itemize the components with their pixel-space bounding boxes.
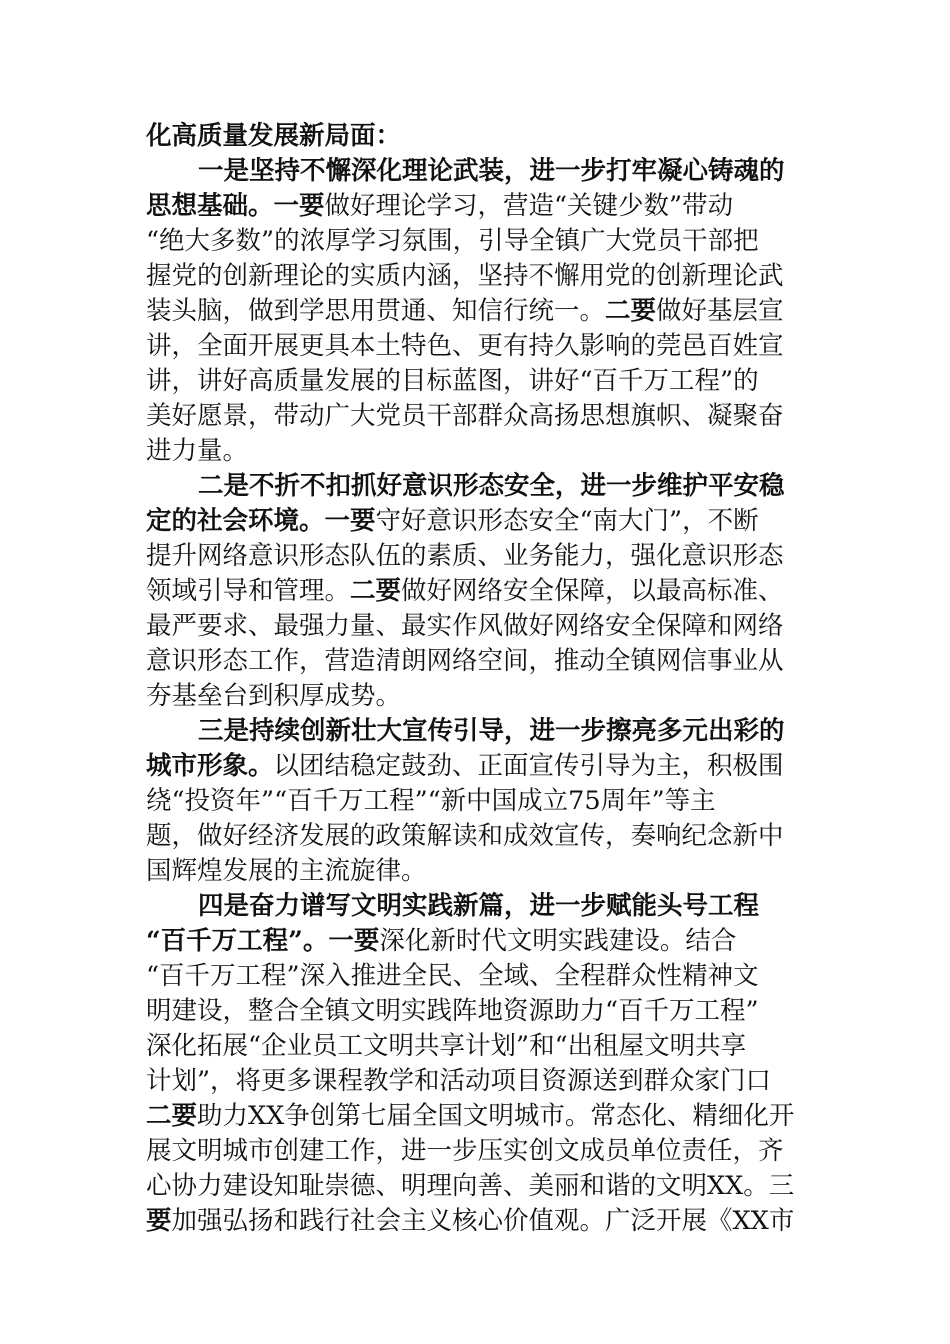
- text-run: 讲，全面开展更具本土特色、更有持久影响的莞邑百姓宣: [146, 331, 784, 361]
- bold-text-run: 一是坚持不懈深化理论武装，进一步打牢凝心铸魂的: [198, 156, 785, 186]
- text-line: [146, 294, 806, 329]
- text-run: 以团结稳定鼓劲、正面宣传引导为主，积极围: [273, 751, 784, 781]
- text-line: [146, 224, 806, 259]
- text-line: [146, 959, 806, 994]
- text-line: [146, 574, 806, 609]
- text-run: “绝大多数”的浓厚学习氛围，引导全镇广大党员干部把: [146, 226, 759, 256]
- text-run: 进力量。: [146, 436, 249, 466]
- text-run: 国辉煌发展的主流旋律。: [146, 856, 427, 886]
- text-run: 做好理论学习，营造“关键少数”带动: [324, 191, 734, 221]
- text-run: 守好意识形态安全“南大门”，不断: [375, 506, 759, 536]
- text-run: “百千万工程”深入推进全民、全域、全程群众性精神文: [146, 961, 759, 991]
- text-line: [146, 119, 806, 154]
- text-line: [146, 469, 806, 504]
- text-run: 题，做好经济发展的政策解读和成效宣传，奏响纪念新中: [146, 821, 784, 851]
- text-line: [146, 679, 806, 714]
- text-line: [146, 714, 806, 749]
- text-run: 美好愿景，带动广大党员干部群众高扬思想旗帜、凝聚奋: [146, 401, 784, 431]
- text-line: [146, 609, 806, 644]
- bold-text-run: 定的社会环境。一要: [146, 506, 376, 536]
- bold-text-run: 三是持续创新壮大宣传引导，进一步擦亮多元出彩的: [198, 716, 785, 746]
- bold-text-run: 思想基础。一要: [146, 191, 325, 221]
- text-run: 装头脑，做到学思用贯通、知信行统一。: [146, 296, 606, 326]
- text-run: 讲，讲好高质量发展的目标蓝图，讲好“百千万工程”的: [146, 366, 759, 396]
- text-line: [146, 434, 806, 469]
- text-line: [146, 819, 806, 854]
- bold-text-run: 二要: [146, 1101, 198, 1131]
- text-run: 夯基垒台到积厚成势。: [146, 681, 402, 711]
- text-run: 助力XX争创第七届全国文明城市。常态化、精细化开: [197, 1101, 795, 1131]
- text-line: [146, 154, 806, 189]
- text-line: [146, 259, 806, 294]
- text-line: [146, 1064, 806, 1099]
- bold-text-run: 二是不折不扣抓好意识形态安全，进一步维护平安稳: [198, 471, 785, 501]
- text-run: 绕“投资年”“百千万工程”“新中国成立75周年”等主: [146, 786, 716, 816]
- bold-text-run: 二要: [350, 576, 402, 606]
- text-run: 明建设，整合全镇文明实践阵地资源助力“百千万工程”: [146, 996, 759, 1026]
- text-run: 提升网络意识形态队伍的素质、业务能力，强化意识形态: [146, 541, 784, 571]
- text-line: [146, 504, 806, 539]
- text-run: 意识形态工作，营造清朗网络空间，推动全镇网信事业从: [146, 646, 784, 676]
- text-line: [146, 924, 806, 959]
- text-run: 深化拓展“企业员工文明共享计划”和“出租屋文明共享: [146, 1031, 747, 1061]
- text-line: [146, 889, 806, 924]
- document-body: [146, 119, 806, 1239]
- text-line: [146, 1134, 806, 1169]
- text-line: [146, 854, 806, 889]
- text-run: 深化新时代文明实践建设。结合: [379, 926, 737, 956]
- text-line: [146, 1204, 806, 1239]
- bold-text-run: 城市形象。: [146, 751, 274, 781]
- bold-text-run: “百千万工程”。一要: [146, 926, 380, 956]
- text-line: [146, 399, 806, 434]
- text-line: [146, 1099, 806, 1134]
- text-line: [146, 749, 806, 784]
- text-run: 展文明城市创建工作，进一步压实创文成员单位责任，齐: [146, 1136, 784, 1166]
- text-run: 计划”，将更多课程教学和活动项目资源送到群众家门口: [146, 1066, 772, 1096]
- text-run: 心协力建设知耻崇德、明理向善、美丽和谐的文明XX。三: [146, 1171, 795, 1201]
- text-run: 领域引导和管理。: [146, 576, 351, 606]
- bold-text-run: 化高质量发展新局面：: [146, 121, 402, 151]
- text-line: [146, 189, 806, 224]
- text-run: 做好基层宣: [656, 296, 784, 326]
- text-run: 加强弘扬和践行社会主义核心价值观。广泛开展《XX市: [171, 1206, 795, 1236]
- text-line: [146, 1029, 806, 1064]
- text-run: 做好网络安全保障，以最高标准、: [401, 576, 784, 606]
- bold-text-run: 四是奋力谱写文明实践新篇，进一步赋能头号工程: [198, 891, 760, 921]
- bold-text-run: 要: [146, 1206, 172, 1236]
- text-line: [146, 784, 806, 819]
- text-line: [146, 539, 806, 574]
- text-line: [146, 1169, 806, 1204]
- text-run: 握党的创新理论的实质内涵，坚持不懈用党的创新理论武: [146, 261, 784, 291]
- bold-text-run: 二要: [605, 296, 657, 326]
- text-line: [146, 364, 806, 399]
- text-run: 最严要求、最强力量、最实作风做好网络安全保障和网络: [146, 611, 784, 641]
- text-line: [146, 994, 806, 1029]
- text-line: [146, 329, 806, 364]
- text-line: [146, 644, 806, 679]
